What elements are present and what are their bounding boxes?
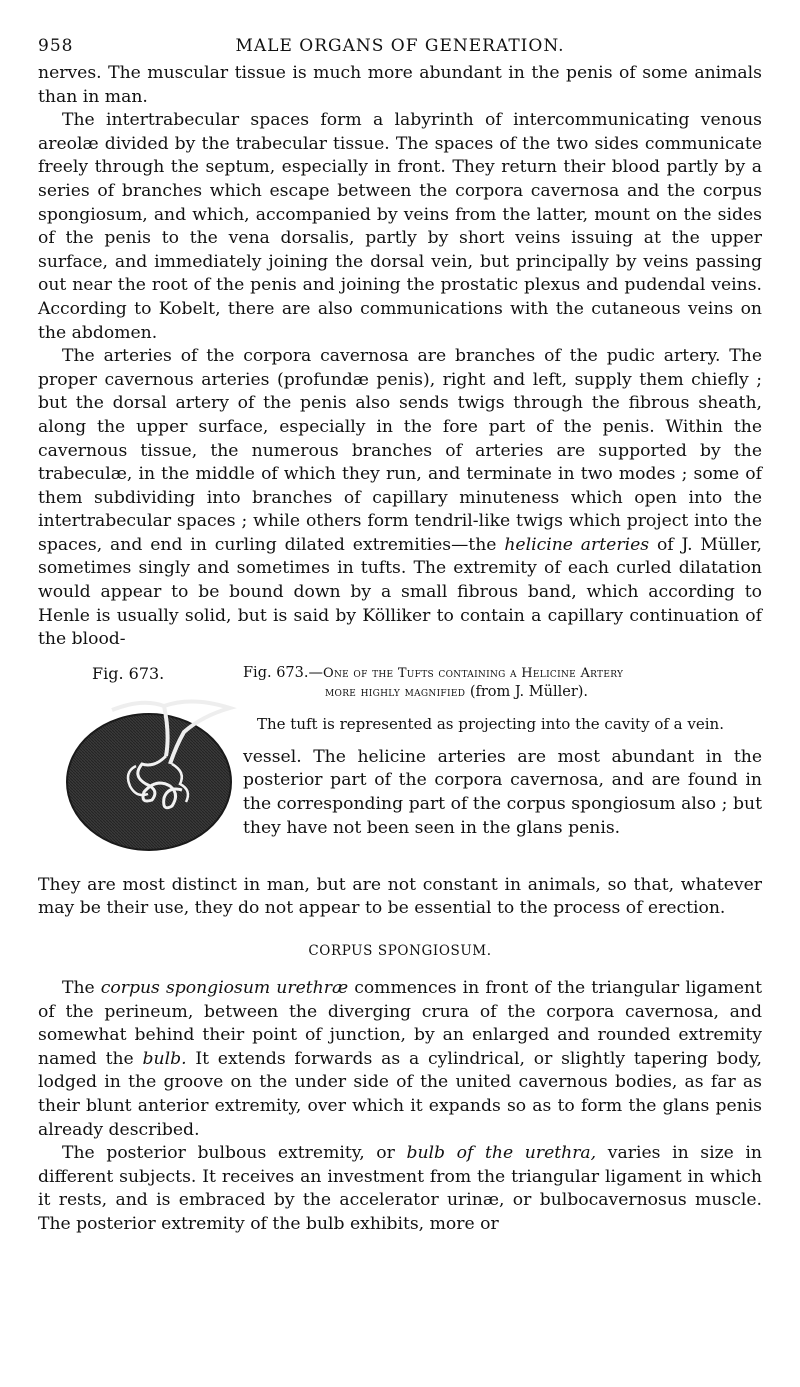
arteries-text-a: The arteries of the corpora cavernosa are branches of the pudic artery. The proper cavernous arteries (profundæ penis), right and left, supply them chiefly ; but the dorsal artery of the penis also sends twigs through the fibrous sheath, along the upper surface, especially in the fore part of the penis. Within the cavernous tissue, the numerous branches of arteries are supported by the trabeculæ, in the middle of which they run, and terminate in two modes ; some of them subdividing into branches of capillary minuteness which open into the intertrabecular spaces ; while others form tendril-like twigs which project into the spaces, and end in curling dilated extremities—the: [38, 346, 762, 555]
bulb-term: bulb.: [142, 1048, 187, 1069]
paragraph-spongiosum-1: [38, 977, 762, 1142]
bulb-of-urethra-term: bulb of the urethra,: [406, 1143, 597, 1164]
corpus-spongiosum-term: corpus spongiosum urethræ: [100, 978, 349, 999]
spongiosum-text-a: The: [62, 978, 95, 999]
paragraph-intertrabecular: The intertrabecular spaces form a labyrinth of intercommunicating venous areolæ divided by the trabecular tissue. The spaces of the two sides communicate freely through the septum, especially in front. They return their blood partly by a series of branches which escape between the corpora cavernosa and the corpus spongiosum, and which, accompanied by veins from the latter, mount on the sides of the penis to the vena dorsalis, partly by short veins issuing at the upper surface, and immediately joining the dorsal vein, but principally by veins passing out near the root of the penis and joining the prostatic plexus and pudendal veins. According to Kobelt, there are also communications with the cutaneous veins on the abdomen.: [38, 110, 762, 343]
figure-caption-line2: more highly magnified: [325, 684, 466, 700]
helicine-tuft-illustration: [52, 694, 252, 854]
arteries-text-b: of J. Müller, sometimes singly and sometimes in tufts. The extremity of each curled dilatation would appear to be bound down by a small fibrous band, which according to Henle is usually solid, but is said by Kölliker to contain a capillary continuation of the blood-: [38, 534, 763, 650]
paragraph-vessel: vessel. The helicine arteries are most abundant in the posterior part of the corpora cavernosa, and are found in the corresponding part of the corpus spongiosum also ; but they have not been seen in the glans penis.: [243, 746, 762, 838]
helicine-arteries-term: helicine arteries: [504, 534, 650, 555]
paragraph-spongiosum-2: [38, 1142, 762, 1236]
paragraph-nerves: nerves. The muscular tissue is much more abundant in the penis of some animals than in man.: [38, 63, 762, 107]
figure-673: [38, 664, 762, 874]
figure-caption-line2-wrap: [243, 683, 762, 702]
paragraph-erection: They are most distinct in man, but are not constant in animals, so that, whatever may be their use, they do not appear to be essential to the process of erection.: [38, 874, 762, 919]
figure-caption: [243, 664, 762, 702]
figure-caption-prefix: Fig. 673.—: [243, 664, 323, 681]
spongiosum-text-e: varies in size in different subjects. It receives an investment from the triangular ligament in which it rests, and is embraced by the accelerator urinæ, or bulbocavernosus muscle. The posterior extremity of the bulb exhibits, more or: [38, 1143, 762, 1234]
figure-caption-area: [243, 664, 762, 840]
running-title: MALE ORGANS OF GENERATION.: [235, 36, 565, 56]
figure-description: The tuft is represented as projecting into the cavity of a vein.: [257, 714, 724, 733]
running-header: [38, 32, 762, 62]
figure-caption-source: (from J. Müller).: [469, 683, 589, 700]
spongiosum-text-d: The posterior bulbous extremity, or: [62, 1143, 395, 1164]
page-number: 958: [38, 36, 74, 56]
figure-label: Fig. 673.: [92, 663, 165, 683]
section-heading: CORPUS SPONGIOSUM.: [308, 943, 492, 960]
paragraph-arteries: [38, 345, 762, 652]
spongiosum-text-b: commences in front of the triangular ligament of the perineum, between the diverging crura of the corpora cavernosa, and somewhat behind their point of junction, by an enlarged and rounded extremity named the: [38, 978, 763, 1069]
figure-caption-line1: One of the Tufts containing a Helicine Artery: [322, 665, 624, 681]
spongiosum-text-c: It extends forwards as a cylindrical, or slightly tapering body, lodged in the groove on the under side of the united cavernous bodies, as far as their blunt anterior extremity, over which it expands so as to form the glans penis already described.: [38, 1048, 762, 1140]
